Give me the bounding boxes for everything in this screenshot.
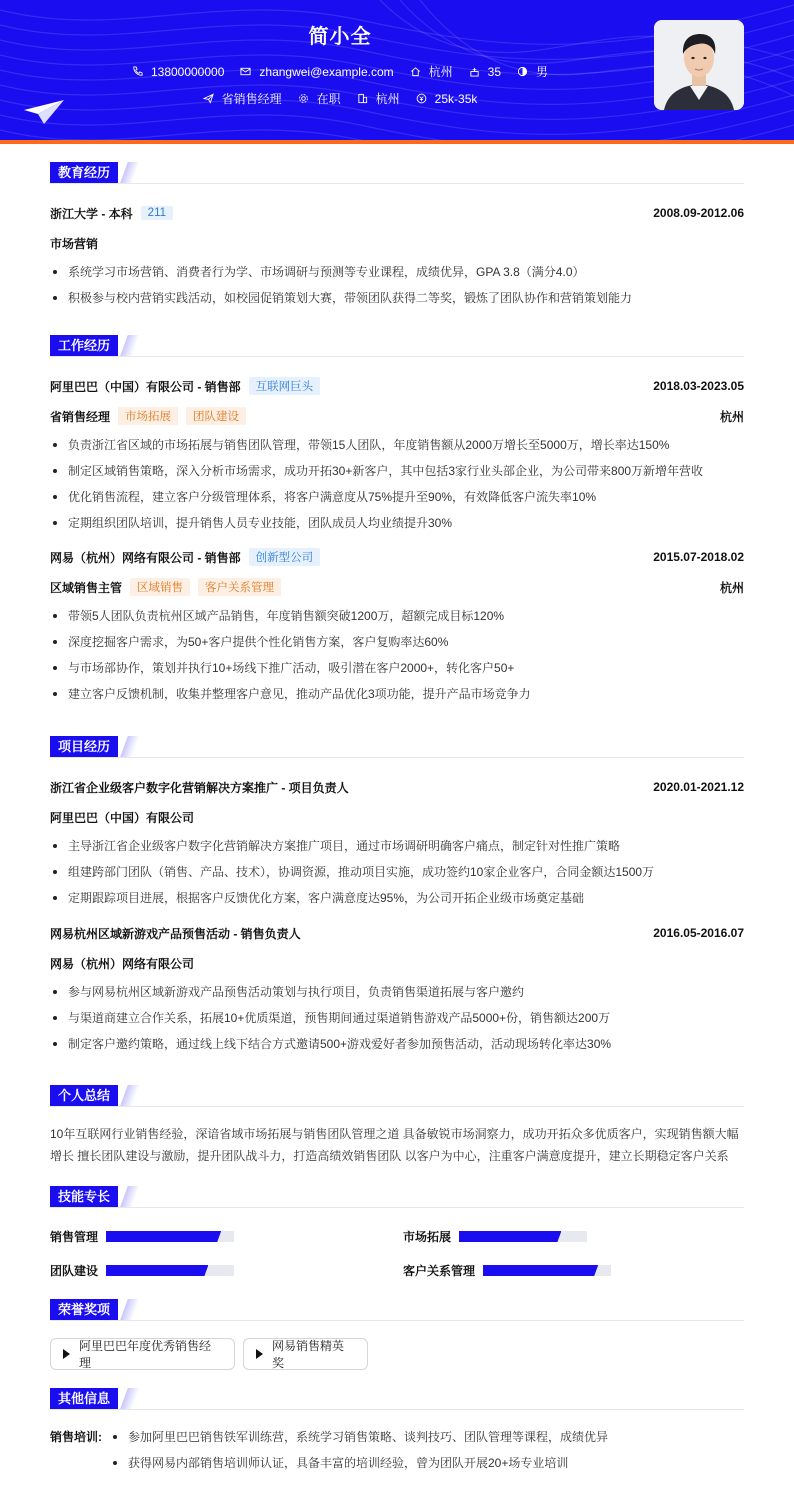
training-block	[50, 1424, 744, 1476]
send-icon	[203, 93, 214, 104]
phone-item	[132, 65, 224, 79]
skill-bar	[106, 1265, 234, 1276]
phone-text: 13800000000	[150, 64, 225, 79]
city-item	[410, 63, 453, 80]
honors-title: 荣誉奖项	[50, 1299, 118, 1320]
skill-bar-fill	[106, 1265, 208, 1276]
age-item	[469, 65, 501, 79]
skill-name: 团队建设	[50, 1264, 99, 1278]
resume-header	[0, 0, 794, 140]
skill-bar-fill	[459, 1231, 561, 1242]
list-item: 建立客户反馈机制，收集并整理客户意见，推动产品优化3项功能，提升产品市场竞争力	[50, 681, 744, 707]
other-section	[50, 1388, 744, 1476]
list-item: 积极参与校内营销实践活动，如校园促销策划大赛，带领团队获得二等奖，锻炼了团队协作和营销策划能力	[50, 285, 744, 311]
play-icon	[256, 1349, 263, 1359]
job-header	[50, 547, 744, 567]
list-item: 带领5人团队负责杭州区域产品销售，年度销售额突破1200万，超额完成目标120%	[50, 603, 744, 629]
skill-bar-fill	[106, 1231, 221, 1242]
company-tag: 创新型公司	[249, 548, 321, 566]
project-bullets	[50, 979, 744, 1057]
skill-bar	[483, 1265, 611, 1276]
work-section	[50, 335, 744, 707]
gender-text: 男	[536, 65, 549, 79]
play-icon	[63, 1349, 70, 1359]
role-title: 省销售经理	[50, 409, 111, 424]
project-title: 网易杭州区域新游戏产品预售活动 - 销售负责人	[50, 926, 301, 941]
education-section	[50, 162, 744, 311]
job-period: 2015.07-2018.02	[653, 550, 744, 564]
list-item: 获得网易内部销售培训师认证，具备丰富的培训经验，曾为团队开展20+场专业培训	[110, 1450, 608, 1476]
job-bullets	[50, 603, 744, 707]
job-text: 省销售经理	[221, 92, 282, 106]
title-decoration	[120, 1388, 140, 1409]
training-label: 销售培训:	[50, 1430, 102, 1444]
section-title	[50, 1388, 744, 1410]
intent-row	[0, 90, 680, 107]
award-badge	[243, 1338, 368, 1370]
skill-name: 市场拓展	[403, 1230, 452, 1244]
project-bullets	[50, 833, 744, 911]
project-title: 浙江省企业级客户数字化营销解决方案推广 - 项目负责人	[50, 780, 349, 795]
age-text: 35	[487, 64, 502, 79]
email-text: zhangwei@example.com	[259, 64, 394, 79]
education-title: 教育经历	[50, 162, 118, 183]
skill-item	[50, 1262, 234, 1279]
work-title: 工作经历	[50, 335, 118, 356]
skill-bar	[106, 1231, 234, 1242]
education-bullets	[50, 259, 744, 311]
job-bullets	[50, 432, 744, 536]
paper-plane-icon	[24, 100, 64, 124]
school-name: 浙江大学 - 本科	[50, 206, 133, 221]
list-item: 制定客户邀约策略，通过线上线下结合方式邀请500+游戏爱好者参加预售活动，活动现场转化率达30%	[50, 1031, 744, 1057]
award-label: 网易销售精英奖	[272, 1339, 345, 1370]
company-tag: 互联网巨头	[249, 377, 321, 395]
building-icon	[357, 93, 368, 104]
role-row	[50, 406, 744, 426]
header-accent-stripe	[0, 140, 794, 144]
coin-icon	[416, 93, 427, 104]
job-city: 杭州	[719, 409, 744, 424]
list-item: 制定区域销售策略，深入分析市场需求，成功开拓30+新客户，其中包括3家行业头部企业，为公司带来800万新增年营收	[50, 458, 744, 484]
skill-bar	[459, 1231, 587, 1242]
training-bullets	[110, 1424, 608, 1476]
title-decoration	[120, 162, 140, 183]
summary-title: 个人总结	[50, 1085, 118, 1106]
skill-item	[403, 1262, 611, 1279]
cake-icon	[469, 66, 480, 77]
project-org: 网易（杭州）网络有限公司	[50, 956, 195, 971]
section-title	[50, 1299, 744, 1321]
summary-line: 增长 擅长团队建设与激励，提升团队战斗力，打造高绩效销售团队 以客户为中心，注重客户满意度提升，建立长期稳定客户关系	[50, 1149, 729, 1163]
status-text: 在职	[316, 92, 341, 106]
award-badge	[50, 1338, 235, 1370]
education-header	[50, 203, 744, 223]
honors-section	[50, 1299, 744, 1371]
project-period: 2020.01-2021.12	[653, 780, 744, 794]
list-item: 优化销售流程，建立客户分级管理体系，将客户满意度从75%提升至90%，有效降低客户流失率10%	[50, 484, 744, 510]
summary-section	[50, 1085, 744, 1167]
list-item: 与市场部协作，策划并执行10+场线下推广活动，吸引潜在客户2000+，转化客户50+	[50, 655, 744, 681]
avatar	[654, 20, 744, 110]
list-item: 负责浙江省区域的市场拓展与销售团队管理，带领15人团队，年度销售额从2000万增长至5000万，增长率达150%	[50, 432, 744, 458]
job-city: 杭州	[719, 580, 744, 595]
list-item: 与渠道商建立合作关系，拓展10+优质渠道，预售期间通过渠道销售游戏产品5000+份，销售额达200万	[50, 1005, 744, 1031]
role-title: 区域销售主管	[50, 580, 123, 595]
section-title	[50, 335, 744, 357]
list-item: 系统学习市场营销、消费者行为学、市场调研与预测等专业课程，成绩优异，GPA 3.8（满分4.0）	[50, 259, 744, 285]
skill-name: 客户关系管理	[403, 1264, 476, 1278]
projects-section	[50, 736, 744, 1057]
phone-icon	[132, 66, 143, 77]
skills-section	[50, 1186, 744, 1286]
email-item	[240, 65, 393, 79]
summary-line: 10年互联网行业销售经验，深谙省域市场拓展与销售团队管理之道 具备敏锐市场洞察力，成功开拓众多优质客户，实现销售额大幅	[50, 1127, 739, 1141]
role-tag: 团队建设	[186, 407, 246, 425]
title-decoration	[120, 736, 140, 757]
salary-text: 25k-35k	[434, 91, 478, 106]
salary-item	[416, 92, 478, 106]
list-item: 定期组织团队培训，提升销售人员专业技能，团队成员人均业绩提升30%	[50, 510, 744, 536]
job-item	[203, 90, 282, 107]
title-decoration	[120, 1186, 140, 1207]
company-name: 网易（杭州）网络有限公司 - 销售部	[50, 550, 241, 565]
role-row	[50, 577, 744, 597]
role-tag: 市场拓展	[118, 407, 178, 425]
title-decoration	[120, 335, 140, 356]
other-title: 其他信息	[50, 1388, 118, 1409]
job-period: 2018.03-2023.05	[653, 379, 744, 393]
section-title	[50, 1186, 744, 1208]
project-org: 阿里巴巴（中国）有限公司	[50, 810, 195, 825]
section-title	[50, 736, 744, 758]
summary-text	[50, 1123, 744, 1167]
skill-bar-fill	[483, 1265, 598, 1276]
section-title	[50, 1085, 744, 1107]
list-item: 主导浙江省企业级客户数字化营销解决方案推广项目，通过市场调研明确客户痛点，制定针对性推广策略	[50, 833, 744, 859]
contact-row	[0, 63, 680, 80]
list-item: 组建跨部门团队（销售、产品、技术），协调资源，推动项目实施，成功签约10家企业客户，合同金额达1500万	[50, 859, 744, 885]
list-item: 参加阿里巴巴销售铁军训练营，系统学习销售策略、谈判技巧、团队管理等课程，成绩优异	[110, 1424, 608, 1450]
gender-icon	[517, 66, 528, 77]
avatar-portrait	[654, 20, 744, 110]
city-text: 杭州	[428, 65, 453, 79]
major: 市场营销	[50, 236, 99, 251]
project-period: 2016.05-2016.07	[653, 926, 744, 940]
list-item: 定期跟踪项目进展，根据客户反馈优化方案，客户满意度达95%，为公司开拓企业级市场奠定基础	[50, 885, 744, 911]
title-decoration	[120, 1299, 140, 1320]
education-period: 2008.09-2012.06	[653, 206, 744, 220]
title-decoration	[120, 1085, 140, 1106]
award-label: 阿里巴巴年度优秀销售经理	[79, 1339, 212, 1370]
company-name: 阿里巴巴（中国）有限公司 - 销售部	[50, 379, 241, 394]
projects-title: 项目经历	[50, 736, 118, 757]
skill-item	[50, 1228, 234, 1245]
list-item: 参与网易杭州区域新游戏产品预售活动策划与执行项目，负责销售渠道拓展与客户邀约	[50, 979, 744, 1005]
gender-item	[517, 63, 548, 80]
project-header	[50, 923, 744, 943]
school-tag: 211	[141, 206, 173, 220]
status-item	[298, 90, 341, 107]
target-city-text: 杭州	[375, 92, 400, 106]
gear-icon	[298, 93, 309, 104]
skill-name: 销售管理	[50, 1230, 99, 1244]
candidate-name: 简小全	[308, 26, 372, 48]
skills-title: 技能专长	[50, 1186, 118, 1207]
project-header	[50, 777, 744, 797]
job-header	[50, 376, 744, 396]
home-icon	[410, 66, 421, 77]
skill-item	[403, 1228, 587, 1245]
target-city-item	[357, 90, 400, 107]
role-tag: 区域销售	[130, 578, 190, 596]
role-tag: 客户关系管理	[198, 578, 281, 596]
list-item: 深度挖掘客户需求，为50+客户提供个性化销售方案，客户复购率达60%	[50, 629, 744, 655]
honors-list	[50, 1338, 744, 1370]
mail-icon	[240, 66, 251, 77]
section-title	[50, 162, 744, 184]
